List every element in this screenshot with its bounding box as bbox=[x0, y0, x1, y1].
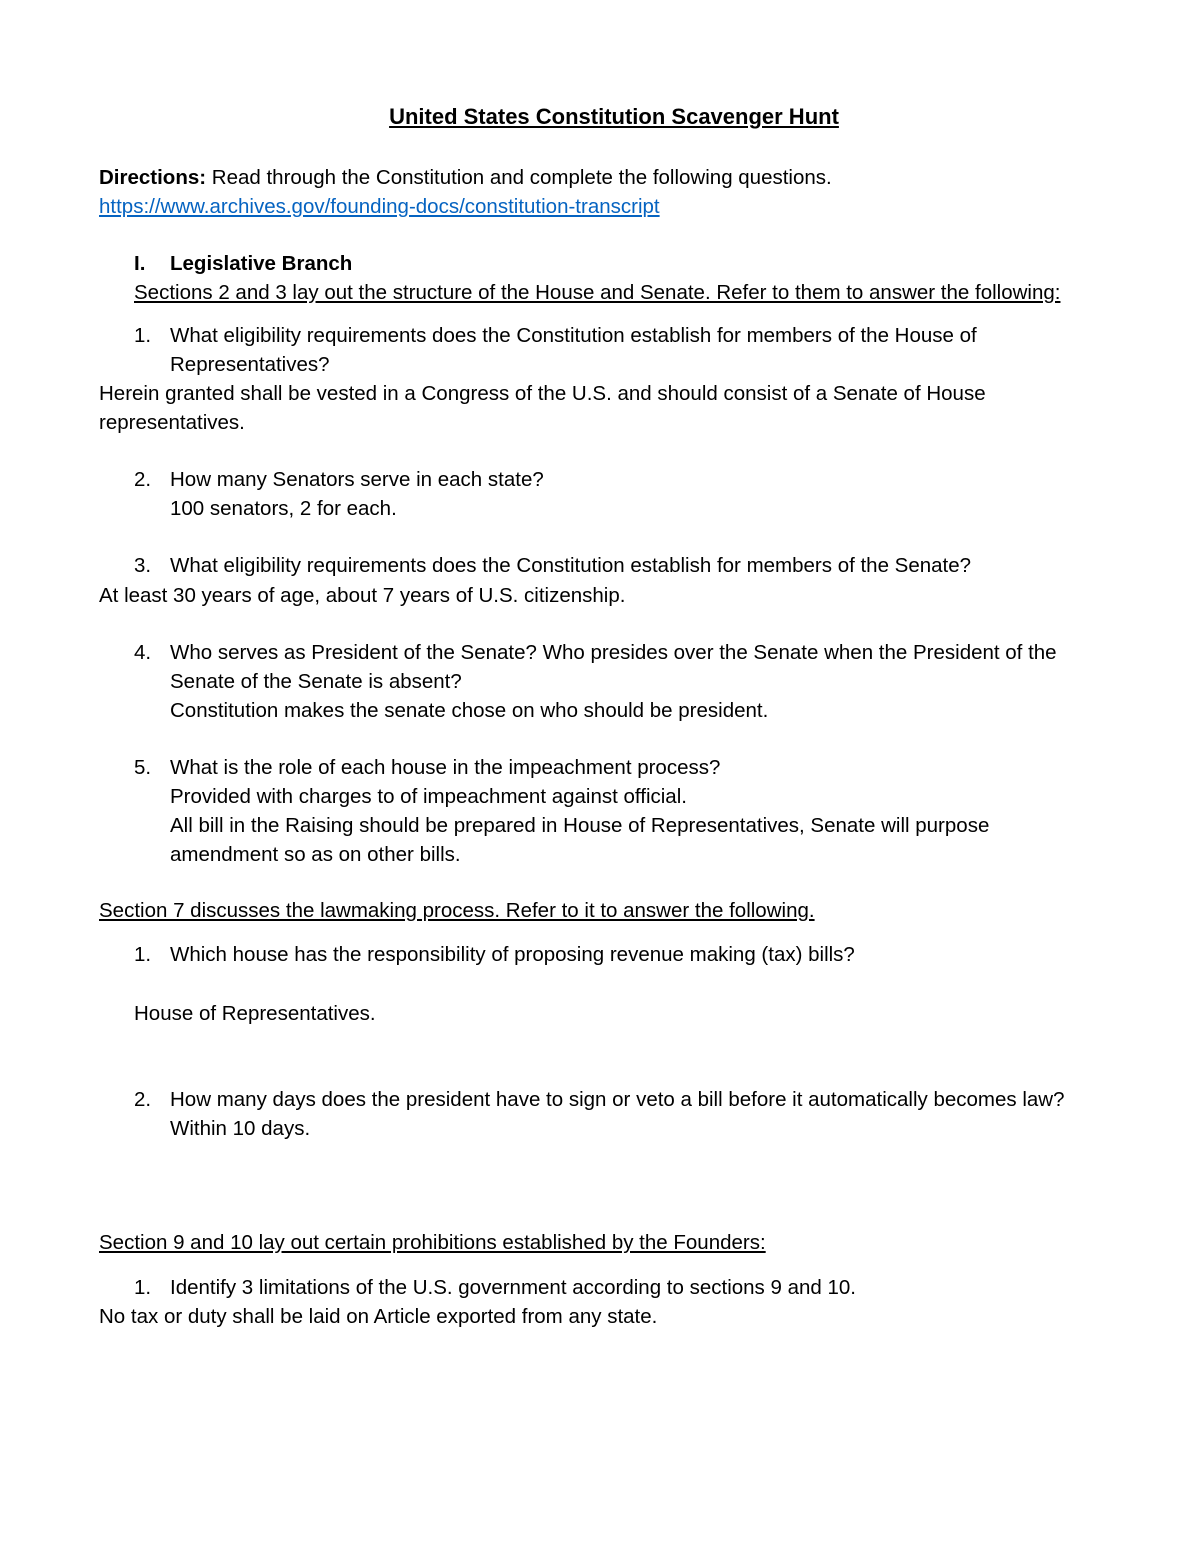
directions bbox=[99, 165, 832, 191]
section-7-intro: Section 7 discusses the lawmaking process. Refer to it to answer the following. bbox=[99, 899, 815, 922]
question-text: How many days does the president have to sign or veto a bill before it automatically becomes law? bbox=[170, 1088, 1065, 1111]
question-text: Representatives? bbox=[170, 353, 330, 376]
question-text: Identify 3 limitations of the U.S. government according to sections 9 and 10. bbox=[170, 1276, 856, 1299]
directions-label: Directions: bbox=[99, 166, 207, 189]
section-9-10-intro: Section 9 and 10 lay out certain prohibitions established by the Founders: bbox=[99, 1231, 766, 1254]
question-number: 1. bbox=[134, 943, 152, 966]
question-number: 5. bbox=[134, 756, 152, 779]
answer-text: Provided with charges to of impeachment against official. bbox=[170, 785, 687, 808]
question-number: 2. bbox=[134, 468, 152, 491]
answer-text: At least 30 years of age, about 7 years of U.S. citizenship. bbox=[99, 584, 626, 607]
answer-text: Within 10 days. bbox=[170, 1117, 311, 1140]
answer-text: amendment so as on other bills. bbox=[170, 843, 461, 866]
part-numeral: I. bbox=[134, 252, 146, 275]
answer-text: 100 senators, 2 for each. bbox=[170, 497, 397, 520]
answer-text: House of Representatives. bbox=[134, 1002, 376, 1025]
part-heading: Legislative Branch bbox=[170, 252, 353, 275]
directions-text: Read through the Constitution and complete the following questions. bbox=[211, 166, 832, 189]
answer-text: Constitution makes the senate chose on who should be president. bbox=[170, 699, 769, 722]
question-text: What is the role of each house in the impeachment process? bbox=[170, 756, 721, 779]
question-number: 3. bbox=[134, 554, 152, 577]
question-number: 1. bbox=[134, 324, 152, 347]
answer-text: Herein granted shall be vested in a Congress of the U.S. and should consist of a Senate of House bbox=[99, 382, 986, 405]
question-number: 2. bbox=[134, 1088, 152, 1111]
answer-text: No tax or duty shall be laid on Article exported from any state. bbox=[99, 1305, 658, 1328]
answer-text: representatives. bbox=[99, 411, 245, 434]
question-text: Which house has the responsibility of proposing revenue making (tax) bills? bbox=[170, 943, 855, 966]
answer-text: All bill in the Raising should be prepared in House of Representatives, Senate will purpose bbox=[170, 814, 990, 837]
question-text: How many Senators serve in each state? bbox=[170, 468, 544, 491]
question-text: Who serves as President of the Senate? Who presides over the Senate when the President of the bbox=[170, 641, 1057, 664]
question-text: What eligibility requirements does the Constitution establish for members of the Senate? bbox=[170, 554, 972, 577]
question-number: 4. bbox=[134, 641, 152, 664]
sections-2-3-intro: Sections 2 and 3 lay out the structure of the House and Senate. Refer to them to answer the following: bbox=[134, 281, 1061, 304]
question-text: Senate of the Senate is absent? bbox=[170, 670, 462, 693]
page-title: United States Constitution Scavenger Hunt bbox=[389, 104, 839, 129]
constitution-link-line bbox=[99, 194, 660, 220]
constitution-link[interactable]: https://www.archives.gov/founding-docs/constitution-transcript bbox=[99, 195, 660, 218]
question-text: What eligibility requirements does the Constitution establish for members of the House of bbox=[170, 324, 977, 347]
question-number: 1. bbox=[134, 1276, 152, 1299]
